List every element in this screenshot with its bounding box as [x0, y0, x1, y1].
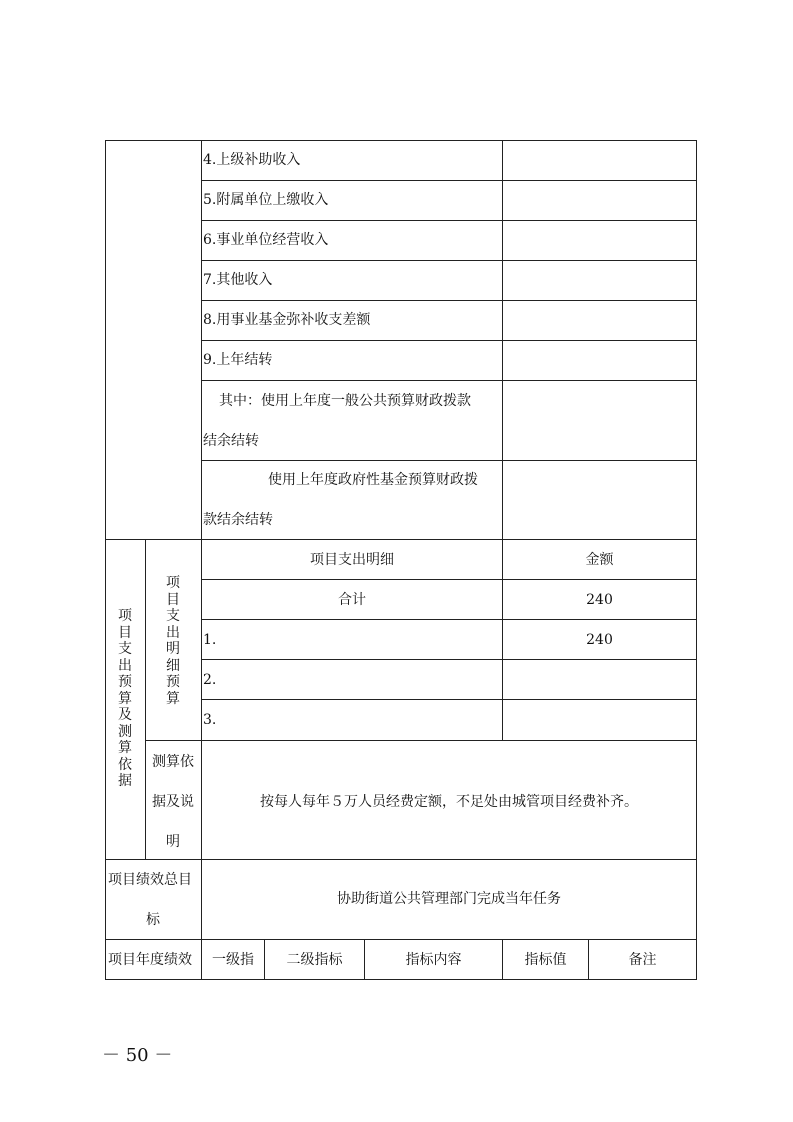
row-divider	[201, 260, 696, 261]
income-item-label: 9.上年结转	[203, 352, 273, 368]
column-divider	[502, 140, 503, 741]
basis-label-line3: 明	[166, 834, 180, 850]
basis-label-line1: 测算依	[152, 754, 194, 770]
perf-header-level2: 二级指标	[286, 952, 343, 968]
income-item-label: 6.事业单位经营收入	[203, 232, 329, 248]
income-item-label: 7.其他收入	[203, 272, 273, 288]
detail-row-label: 1.	[203, 632, 217, 648]
carryover-general-line2: 结余结转	[203, 433, 259, 449]
annual-perf-label: 项目年度绩效	[108, 952, 192, 968]
amount-header: 金额	[585, 552, 614, 568]
page-number: － 50 －	[102, 1045, 173, 1066]
table-border-right	[696, 140, 697, 980]
total-amount: 240	[586, 592, 613, 608]
income-item-label: 8.用事业基金弥补收支差额	[203, 312, 371, 328]
detail-header: 项目支出明细	[310, 552, 394, 568]
row-divider	[201, 579, 696, 580]
row-divider	[145, 740, 696, 741]
detail-budget-label: 项目支出明细预算	[166, 575, 180, 707]
income-item-label: 5.附属单位上缴收入	[203, 192, 329, 208]
section-divider	[105, 939, 696, 940]
section-divider	[105, 539, 696, 540]
basis-label-line2: 据及说	[152, 794, 194, 810]
row-divider	[201, 220, 696, 221]
carryover-fund-line1: 使用上年度政府性基金预算财政拨	[268, 472, 478, 488]
goal-label-line1: 项目绩效总目	[108, 872, 192, 888]
table-border-bottom	[105, 979, 696, 980]
carryover-fund-line2: 款结余结转	[203, 512, 273, 528]
carryover-general-line1: 其中：使用上年度一般公共预算财政拨款	[219, 393, 471, 409]
perf-header-level1: 一级指	[212, 952, 254, 968]
goal-text: 协助街道公共管理部门完成当年任务	[337, 891, 561, 907]
perf-header-value: 指标值	[524, 952, 567, 968]
row-divider	[201, 659, 696, 660]
row-divider	[201, 699, 696, 700]
detail-row-label: 2.	[203, 672, 217, 688]
table-border-top	[105, 140, 696, 141]
section-divider	[105, 859, 696, 860]
row-divider	[201, 619, 696, 620]
table-border-left	[105, 140, 106, 980]
row-divider	[201, 300, 696, 301]
column-divider	[145, 539, 146, 860]
perf-header-content: 指标内容	[405, 952, 462, 968]
row-divider	[201, 340, 696, 341]
detail-row-amount: 240	[586, 632, 613, 648]
detail-row-label: 3.	[203, 712, 217, 728]
row-divider	[201, 380, 696, 381]
basis-text: 按每人每年５万人员经费定额，不足处由城管项目经费补齐。	[260, 794, 638, 810]
row-divider	[201, 460, 696, 461]
perf-header-remark: 备注	[628, 952, 657, 968]
goal-label-line2: 标	[146, 912, 160, 928]
row-divider	[201, 180, 696, 181]
income-item-label: 4.上级补助收入	[203, 152, 301, 168]
total-label: 合计	[338, 592, 366, 608]
budget-section-label: 项目支出预算及测算依据	[118, 608, 132, 789]
